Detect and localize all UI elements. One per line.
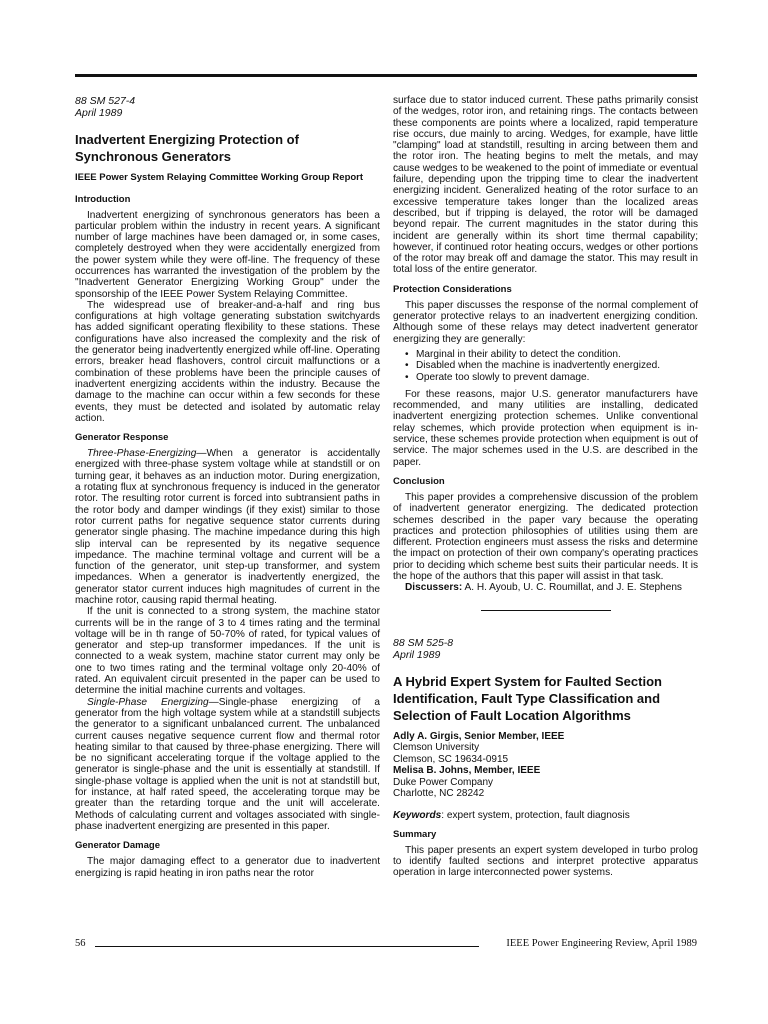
intro-paragraph-2: The widespread use of breaker-and-a-half and ring bus configurations at high voltage generating substation switchyards has added significant operating flexibility to these stations. These configurations have also increased the complexity and the risk of the generator being inadvertently energized while off-line. Operating errors, breaker head flashovers, control circuit malfunctions or a combination of these problems have been the principle causes of inadvertent energizing accidents within the industry. Because the damage to the machine can occur within a few seconds for these events, they must be detected and isolated by automatic relay action. [75,299,380,424]
bullet-icon: • [405,360,409,372]
intro-paragraph-1: Inadvertent energizing of synchronous generators has been a particular problem within the industry in recent years. A significant number of large machines have been damaged or, in some cases, completely destroyed when they were accidentally energized from the power system while they were off-line. The frequency of these occurrences has warranted the investigation of the problem by the "Inadvertent Generator Energizing Working Group" under the sponsorship of the IEEE Power System Relaying Committee. [75,209,380,300]
keywords-text: : expert system, protection, fault diagnosis [441,809,630,821]
author-2-name: Melisa B. Johns, Member, IEEE [393,765,541,777]
right-column [393,95,698,879]
footer-rule [95,946,479,947]
bullet-text: Disabled when the machine is inadvertently energized. [416,360,661,372]
left-column [75,95,380,879]
conclusion-heading: Conclusion [393,475,445,487]
bullet-text: Operate too slowly to prevent damage. [416,371,590,383]
list-item [405,360,698,371]
author-1-org: Clemson University [393,742,480,754]
summary-paragraph: This paper presents an expert system developed in turbo prolog to identify faulted sections and interpret protective apparatus operation in large interconnected power systems. [393,844,698,879]
keywords-label: Keywords [393,809,442,821]
discussers-label: Discussers: [405,582,463,594]
generator-response-heading: Generator Response [75,432,169,444]
paper2-date: April 1989 [393,648,441,661]
list-item [405,349,698,360]
discussers-paragraph [393,582,698,593]
paper1-title: Inadvertent Energizing Protection of Synchronous Generators [75,132,299,164]
discussers-text: A. H. Ayoub, U. C. Roumillat, and J. E. Stephens [462,582,682,594]
top-rule [75,74,697,77]
damage-paragraph: The major damaging effect to a generator due to inadvertent energizing is rapid heating in iron paths near the rotor [75,856,380,879]
summary-heading: Summary [393,828,437,840]
paper1-ref: 88 SM 527-4 [75,95,136,107]
paper2-title: A Hybrid Expert System for Faulted Section Identification, Fault Type Classification and Selection of Fault Location Algorithms [393,673,662,723]
journal-name: IEEE Power Engineering Review, April 1989 [506,938,697,949]
page-number: 56 [75,938,86,949]
author-1-name: Adly A. Girgis, Senior Member, IEEE [393,730,565,742]
section-divider [481,610,611,611]
protection-paragraph: This paper discusses the response of the normal complement of generator protective relays to an inadvertent energizing condition. Although some of these relays may detect inadvertent generator energizing they are generally: [393,299,698,345]
three-phase-label: Three-Phase-Energizing [87,448,197,460]
paper1-subtitle: IEEE Power System Relaying Committee Working Group Report [75,172,364,183]
reasons-paragraph: For these reasons, major U.S. generator manufacturers have recommended, and many utilities are installing, dedicated inadvertent energizing protection schemes. Unlike conventional relay schemes, which provide protection when equipment is in-service, these schemes provide protection when equipment is out of service. The major schemes used in the U.S. are described in the paper. [393,388,698,468]
author-2-address: Charlotte, NC 28242 [393,788,485,800]
generator-damage-heading: Generator Damage [75,840,161,852]
strong-system-paragraph: If the unit is connected to a strong system, the machine stator currents will be in the range of 3 to 4 times rating and the terminal voltage will be in th range of 50-70% of rated, for typical values of generator and step-up transformer impedances. If the unit is connected to a weak system, machine stator current may only be one to two times rating and the terminal voltage only 20-40% of rated. An equivalent circuit presented in the paper can be used to determine the initial machine currents and voltages. [75,606,380,697]
paper1-date: April 1989 [75,107,123,119]
three-phase-text: —When a generator is accidentally energized with three-phase system voltage while at standstill or on turning gear, it behaves as an induction motor. During energization, a rotating flux at synchronous frequency is induced in the generator rotor. The resulting rotor current is forced into subtransient paths in the rotor body and damper windings (if they exist) similar to those rotor current paths for negative sequence stator currents during generator single phasing. The machine impedance during this high slip interval can be represented by its negative sequence impedance. The machine terminal voltage and current will be a function of the generator, unit step-up transformer, and system impedances. When a generator is inadvertently energized, the generator stator current induces high magnitudes of current in the machine rotor, causing rapid thermal heating. [75,448,380,606]
introduction-heading: Introduction [75,193,131,205]
bullet-icon: • [405,348,409,360]
single-phase-text: —Single-phase energizing of a generator from the high voltage system while at a standstill subjects the generator to a significant unbalanced current. The unbalanced current causes negative sequence current flow and thermal rotor heating similar to that caused by three-phase energizing. There will be no significant accelerating torque if the voltage applied to the generator is single-phase and the unit is essentially at standstill. If single-phase voltage is applied when the unit is not at standstill but, for instance, at half rated speed, the accelerating torque may be greater than the retarding torque and the unit will accelerate. Methods of calculating current and voltages associated with single-phase inadvertent energizing are presented in this paper. [75,696,380,832]
list-item [405,372,698,383]
bullet-icon: • [405,371,409,383]
protection-bullet-list [393,349,698,383]
conclusion-paragraph: This paper provides a comprehensive discussion of the problem of inadvertent generator energizing. The dedicated protection schemes described in the paper vary because the operating practices and protection philosophies of utilities using them are different. Protection engineers must assess the risks and determine the impact on protection of their own company's operating practices prior to deciding which scheme best suits their particular needs. It is the hope of the authors that this paper will assist in that task. [393,491,698,582]
paper2-ref: 88 SM 525-8 [393,636,454,649]
page-footer [75,938,697,952]
protection-heading: Protection Considerations [393,283,512,295]
single-phase-paragraph [75,697,380,833]
single-phase-label: Single-Phase Energizing [87,696,209,708]
bullet-text: Marginal in their ability to detect the condition. [416,348,621,360]
author-1-address: Clemson, SC 19634-0915 [393,753,509,765]
damage-continuation: surface due to stator induced current. These paths primarily consist of the wedges, rotor iron, and retaining rings. The contacts between these components are points where a localized, rapid temperature rise occurs, due mainly to arcing. Wedges, for example, have little "clamping" load at standstill, resulting in arcing between them and the rotor iron. The heating begins to melt the metals, and may cause wedges to be weakened to the point of immediate or eventual failure, depending upon the tripping time to clear the inadvertent energizing incident. Generalized heating of the rotor surface to an excessive temperature takes longer than the localized areas described, but if tripping is delayed, the rotor will be damaged beyond repair. The current magnitudes in the stator during this incident are generally within its short time thermal capability; however, if continued rotor heating occurs, wedges or other portions of the rotor may break off and damage the stator. This may result in total loss of the entire generator. [393,95,698,276]
author-2-org: Duke Power Company [393,776,494,788]
author-block [393,731,698,800]
keywords-line [393,810,698,821]
three-phase-paragraph [75,448,380,606]
